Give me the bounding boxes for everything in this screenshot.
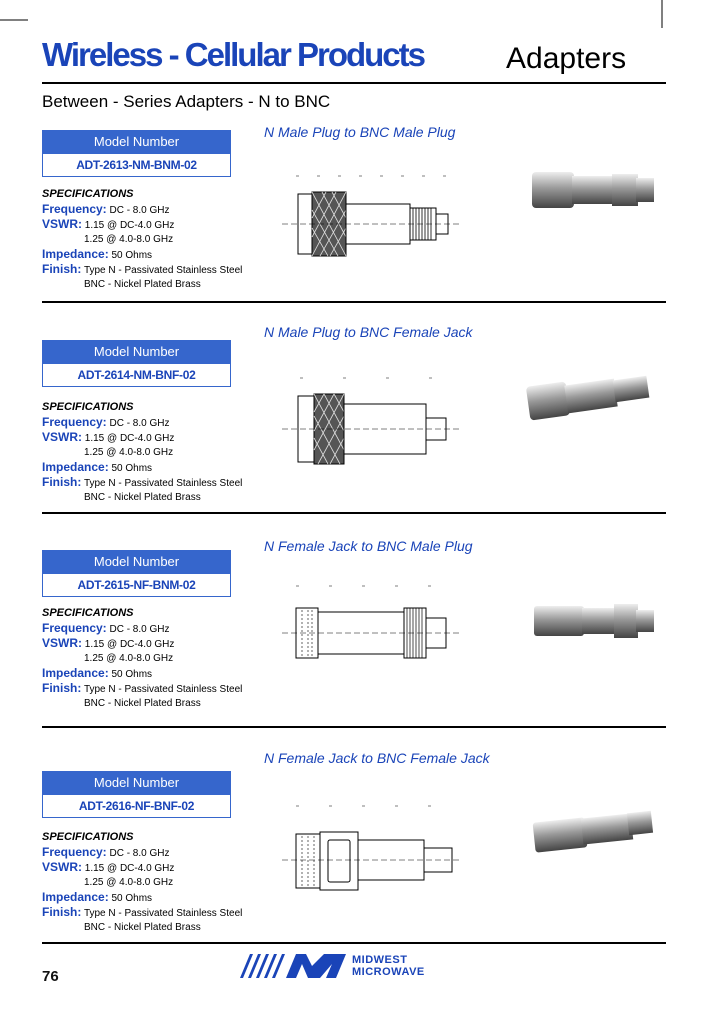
vswr-value: 1.15 @ DC-4.0 GHz [84, 433, 175, 444]
connector-drawing-nm-bnm [282, 170, 462, 270]
specifications-title: SPECIFICATIONS [42, 607, 134, 619]
finish-value: Type N - Passivated Stainless Steel [83, 684, 243, 695]
logo-text-line2: MICROWAVE [352, 966, 425, 978]
finish-label: Finish: [42, 262, 82, 276]
impedance-label: Impedance: [42, 247, 109, 261]
model-number-header: Model Number [42, 340, 231, 364]
frequency-value: DC - 8.0 GHz [109, 205, 170, 216]
page-subheading: Between - Series Adapters - N to BNC [42, 92, 331, 111]
vswr-label: VSWR: [42, 636, 82, 650]
impedance-label: Impedance: [42, 890, 109, 904]
impedance-value: 50 Ohms [111, 463, 153, 474]
impedance-value: 50 Ohms [111, 250, 153, 261]
vswr-label: VSWR: [42, 860, 82, 874]
vswr-value-2: 1.25 @ 4.0-8.0 GHz [84, 234, 174, 245]
vswr-value: 1.15 @ DC-4.0 GHz [84, 220, 175, 231]
finish-value: Type N - Passivated Stainless Steel [83, 265, 243, 276]
connector-photo-nf-bnf [524, 800, 666, 860]
connector-photo-nm-bnf [524, 370, 666, 430]
product-title: N Male Plug to BNC Male Plug [264, 124, 456, 140]
vswr-value-2: 1.25 @ 4.0-8.0 GHz [84, 447, 174, 458]
connector-drawing-nf-bnf [282, 800, 462, 900]
finish-value-2: BNC - Nickel Plated Brass [84, 922, 201, 933]
specifications [42, 605, 272, 711]
vswr-value-2: 1.25 @ 4.0-8.0 GHz [84, 877, 174, 888]
vswr-label: VSWR: [42, 430, 82, 444]
finish-value: Type N - Passivated Stainless Steel [83, 908, 243, 919]
impedance-label: Impedance: [42, 666, 109, 680]
finish-value: Type N - Passivated Stainless Steel [83, 478, 243, 489]
section-divider [42, 301, 666, 303]
model-number-value: ADT-2615-NF-BNM-02 [42, 574, 231, 597]
model-number-header: Model Number [42, 771, 231, 795]
vswr-value-2: 1.25 @ 4.0-8.0 GHz [84, 653, 174, 664]
finish-label: Finish: [42, 475, 82, 489]
frequency-label: Frequency: [42, 415, 107, 429]
specifications [42, 829, 272, 935]
model-number-header: Model Number [42, 130, 231, 154]
product-title: N Female Jack to BNC Male Plug [264, 538, 473, 554]
frequency-label: Frequency: [42, 621, 107, 635]
connector-drawing-nm-bnf [282, 372, 462, 472]
section-divider [42, 726, 666, 728]
section-name: Adapters [506, 42, 627, 75]
catalog-title: Wireless - Cellular Products [42, 36, 425, 73]
logo-text-line1: MIDWEST [352, 954, 408, 966]
connector-photo-nm-bnm [524, 160, 666, 220]
impedance-value: 50 Ohms [111, 893, 153, 904]
finish-label: Finish: [42, 681, 82, 695]
section-divider [42, 512, 666, 514]
frequency-label: Frequency: [42, 202, 107, 216]
page-number: 76 [42, 968, 59, 985]
vswr-value: 1.15 @ DC-4.0 GHz [84, 639, 175, 650]
specifications [42, 399, 272, 505]
crop-marks [0, 0, 720, 40]
product-title: N Male Plug to BNC Female Jack [264, 324, 473, 340]
frequency-value: DC - 8.0 GHz [109, 418, 170, 429]
specifications [42, 186, 272, 292]
connector-drawing-nf-bnm [282, 578, 462, 678]
specifications-title: SPECIFICATIONS [42, 188, 134, 200]
impedance-label: Impedance: [42, 460, 109, 474]
impedance-value: 50 Ohms [111, 669, 153, 680]
model-number-value: ADT-2614-NM-BNF-02 [42, 364, 231, 387]
finish-label: Finish: [42, 905, 82, 919]
model-number-value: ADT-2613-NM-BNM-02 [42, 154, 231, 177]
model-number-header: Model Number [42, 550, 231, 574]
finish-value-2: BNC - Nickel Plated Brass [84, 279, 201, 290]
frequency-value: DC - 8.0 GHz [109, 848, 170, 859]
frequency-value: DC - 8.0 GHz [109, 624, 170, 635]
footer-divider [42, 942, 666, 944]
frequency-label: Frequency: [42, 845, 107, 859]
header-divider [42, 82, 666, 84]
connector-photo-nf-bnm [524, 592, 666, 652]
vswr-value: 1.15 @ DC-4.0 GHz [84, 863, 175, 874]
model-number-value: ADT-2616-NF-BNF-02 [42, 795, 231, 818]
finish-value-2: BNC - Nickel Plated Brass [84, 698, 201, 709]
specifications-title: SPECIFICATIONS [42, 831, 134, 843]
midwest-microwave-logo-icon [240, 954, 346, 978]
product-title: N Female Jack to BNC Female Jack [264, 750, 490, 766]
vswr-label: VSWR: [42, 217, 82, 231]
specifications-title: SPECIFICATIONS [42, 401, 134, 413]
finish-value-2: BNC - Nickel Plated Brass [84, 492, 201, 503]
